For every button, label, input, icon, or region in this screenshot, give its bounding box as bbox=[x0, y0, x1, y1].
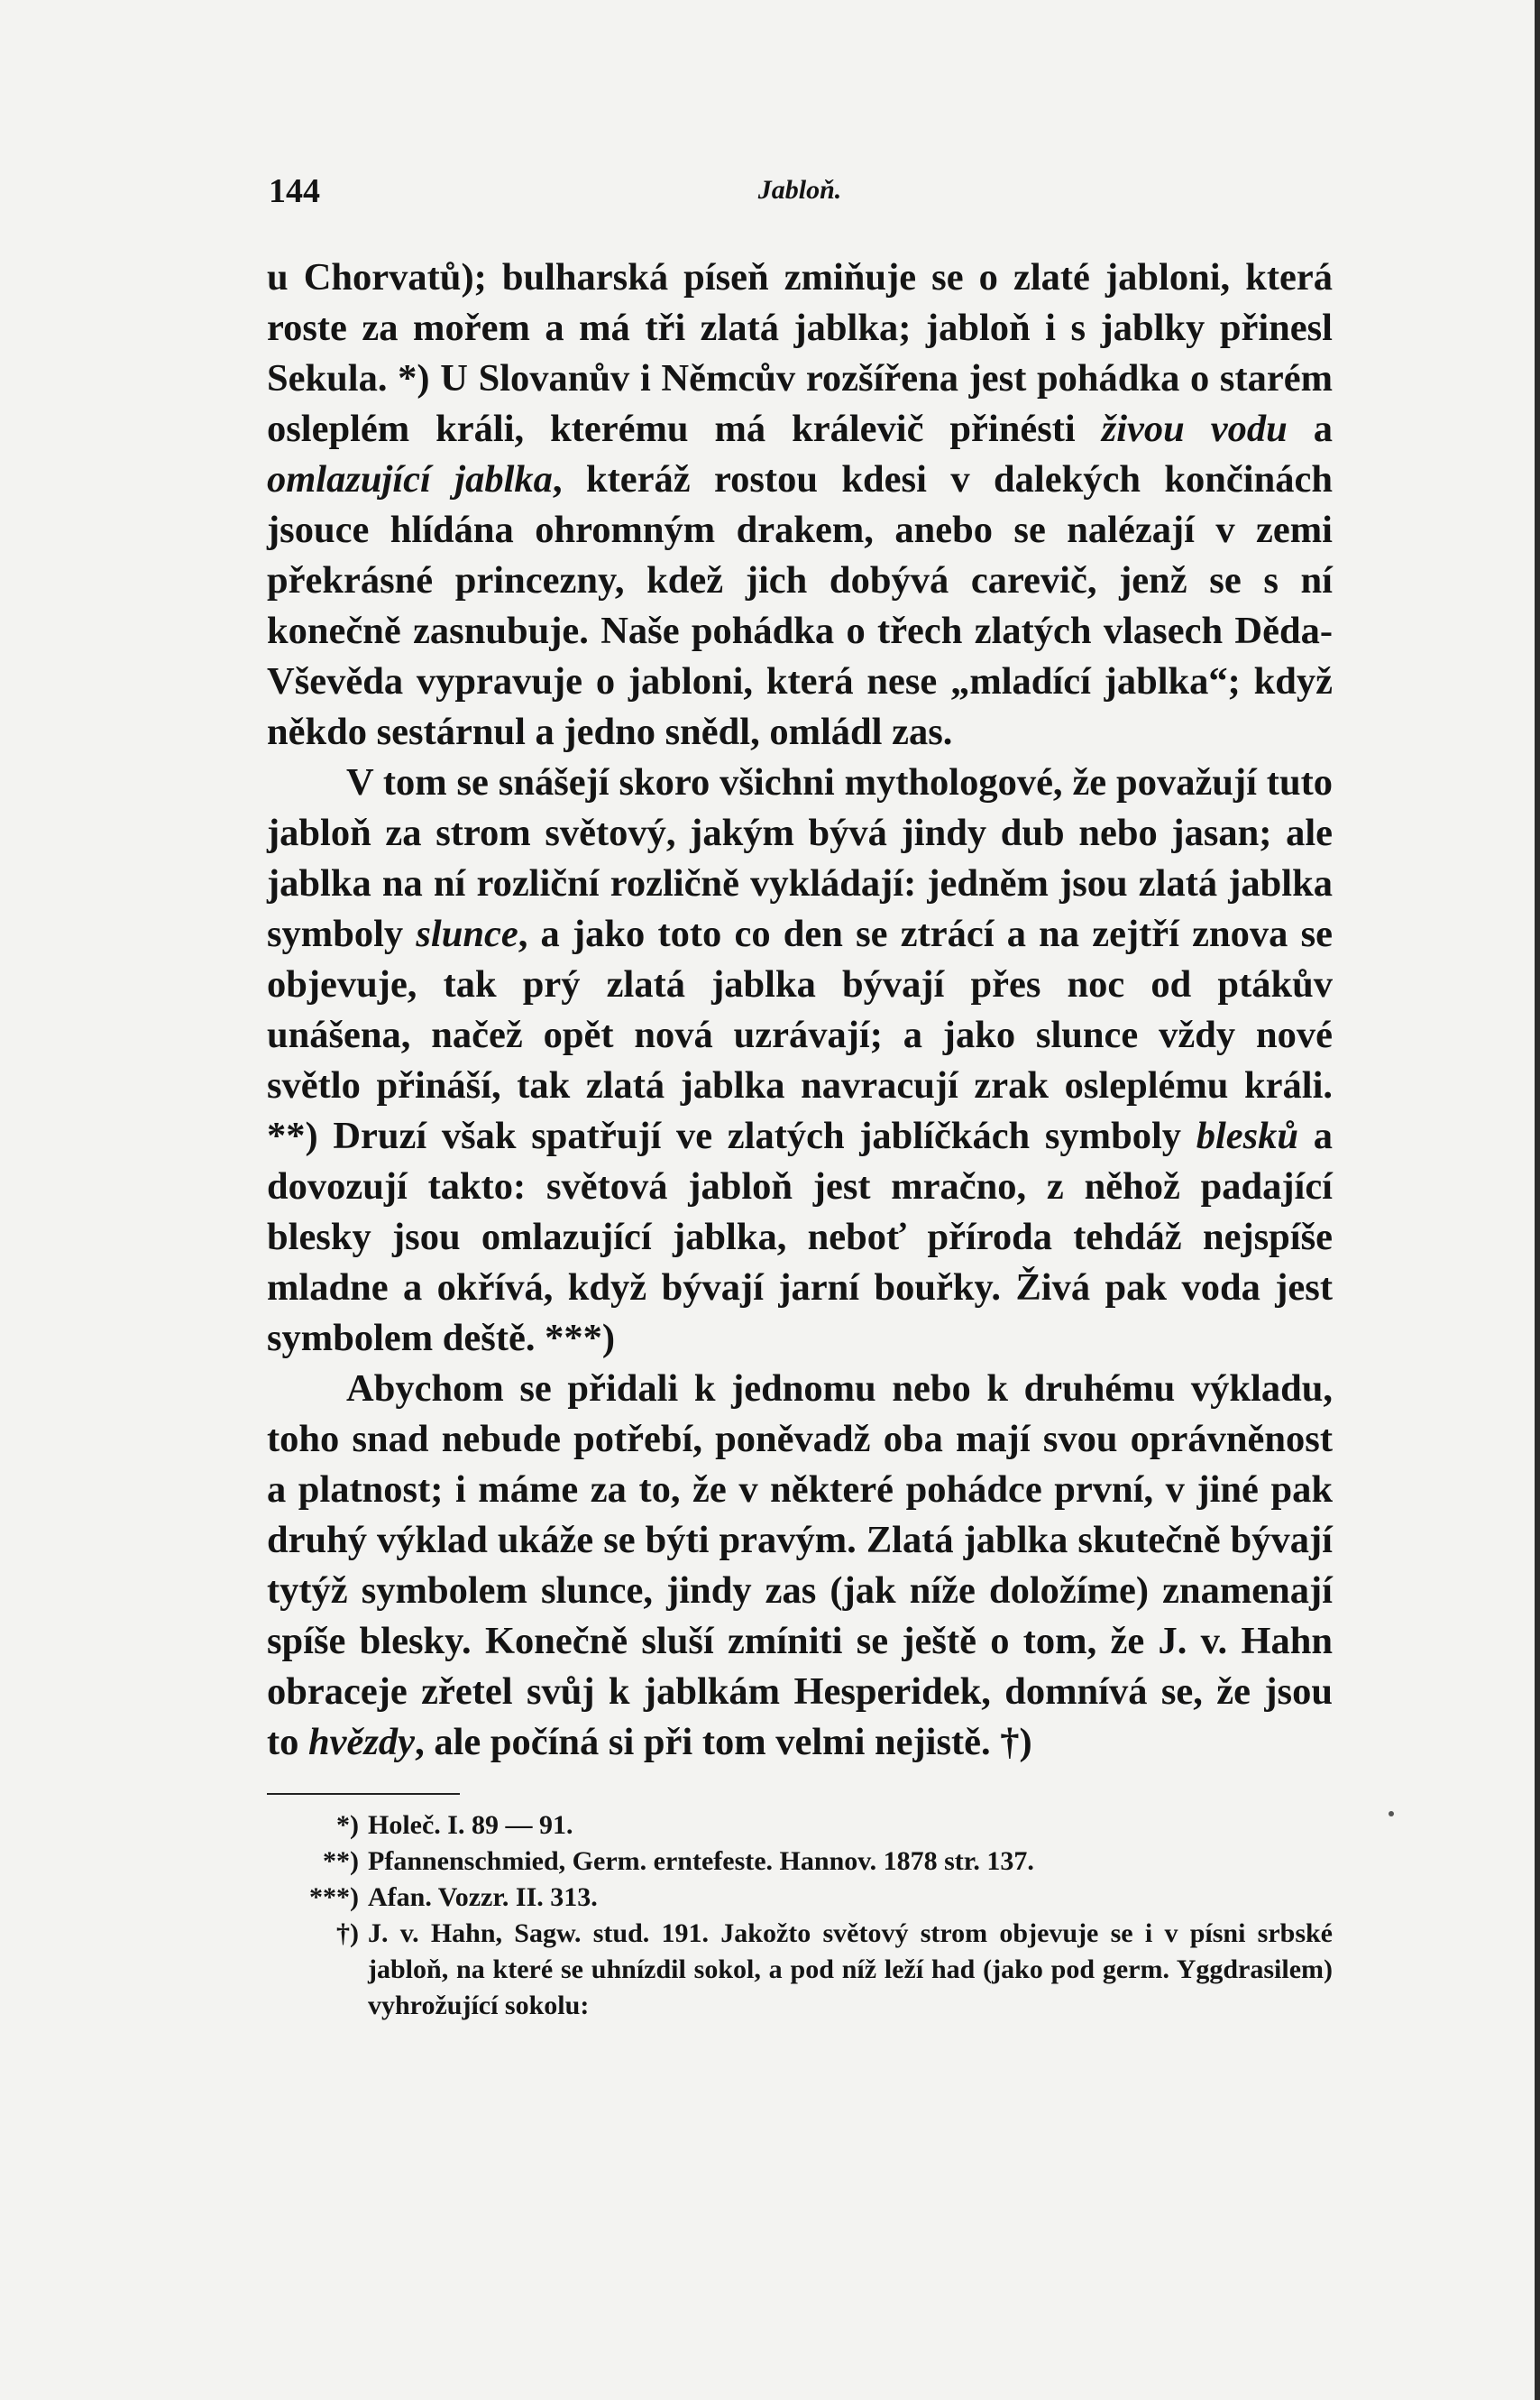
footnote-text: J. v. Hahn, Sagw. stud. 191. Jakožto světový strom objevuje se i v písni srbské jabloň, na které se uhnízdil sokol, a pod níž leží had (jako pod germ. Yggdrasilem) vyhrožující sokolu: bbox=[368, 1918, 1333, 2020]
footnote bbox=[267, 1880, 1333, 1916]
emphasis-segment: slunce bbox=[416, 913, 518, 955]
text-segment: , ale počíná si při tom velmi nejistě. †) bbox=[415, 1721, 1032, 1763]
running-title: Jabloň. bbox=[757, 175, 842, 205]
paragraph bbox=[267, 1364, 1333, 1768]
footnotes bbox=[267, 1807, 1333, 2024]
paragraph bbox=[267, 758, 1333, 1364]
footnote-mark: **) bbox=[323, 1846, 359, 1876]
text-segment: a bbox=[1287, 408, 1333, 450]
footnote-mark: †) bbox=[336, 1918, 359, 1948]
text-segment: Abychom se přidali k jednomu nebo k druhému výkladu, toho snad nebude potřebí, poněvadž oba mají svou oprávněnost a platnost; i máme za to, že v některé pohádce první, v jiné pak druhý výklad ukáže se býti pravým. Zlatá jablka skutečně bývají tytýž symbolem slunce, jindy zas (jak níže doložíme) znamenají spíše blesky. Konečně sluší zmíniti se ještě o tom, že J. v. Hahn obraceje zřetel svůj k jablkám Hesperidek, domnívá se, že jsou to bbox=[267, 1367, 1333, 1763]
footnote-text: Pfannenschmied, Germ. erntefeste. Hannov. 1878 str. 137. bbox=[368, 1846, 1034, 1876]
footnote bbox=[267, 1916, 1333, 2024]
paragraph bbox=[267, 253, 1333, 758]
body-text bbox=[267, 253, 1333, 1768]
text-segment: , a jako toto co den se ztrácí a na zejtří znova se objevuje, tak prý zlatá jablka bývají přes noc od ptákův unášena, načež opět nová uzrávají; a jako slunce vždy nové světlo přináší, tak zlatá jablka navracují zrak osleplému králi. **) Druzí však spatřují ve zlatých jablíčkách symboly bbox=[267, 913, 1334, 1157]
text-segment: , kteráž rostou kdesi v dalekých končinách jsouce hlídána ohromným drakem, anebo se nalézají v zemi překrásné princezny, kdež jich dobývá carevič, jenž se s ní konečně zasnubuje. Naše pohádka o třech zlatých vlasech Děda-Vševěda vypravuje o jabloni, která nese „mladící jablka“; když někdo sestárnul a jedno snědl, omládl zas. bbox=[267, 458, 1333, 753]
footnote-text: Afan. Vozzr. II. 313. bbox=[368, 1882, 598, 1912]
ink-speck bbox=[1389, 1811, 1394, 1816]
text-segment: V tom se snášejí skoro všichni mythologové, že považují tuto jabloň za strom světový, jakým bývá jindy dub nebo jasan; ale jablka na ní rozliční rozličně vykládají: jedněm jsou zlatá jablka symboly bbox=[267, 761, 1333, 955]
footnote bbox=[267, 1844, 1333, 1880]
emphasis-segment: živou vodu bbox=[1101, 408, 1288, 450]
page-number: 144 bbox=[269, 172, 320, 210]
footnote-mark: ***) bbox=[309, 1882, 359, 1912]
footnote-separator bbox=[267, 1793, 460, 1795]
text-segment: a dovozují takto: světová jabloň jest mračno, z něhož padající blesky jsou omlazující jablka, neboť příroda tehdáž nejspíše mladne a okřívá, když bývají jarní bouřky. Živá pak voda jest symbolem deště. ***) bbox=[267, 1115, 1333, 1359]
page-header bbox=[267, 171, 1333, 225]
emphasis-segment: hvězdy bbox=[308, 1721, 416, 1763]
text-segment: u Chorvatů); bulharská píseň zmiňuje se o zlaté jabloni, která roste za mořem a má tři zlatá jablka; jabloň i s jablky přinesl Sekula. *) U Slovanův i Němcův rozšířena jest pohádka o starém osleplém králi, kterému má králevič přinésti bbox=[267, 256, 1333, 450]
footnote bbox=[267, 1807, 1333, 1844]
book-page bbox=[267, 171, 1333, 2024]
footnote-mark: *) bbox=[336, 1810, 359, 1840]
footnote-text: Holeč. I. 89 — 91. bbox=[368, 1810, 573, 1840]
emphasis-segment: blesků bbox=[1196, 1115, 1299, 1157]
emphasis-segment: omlazující jablka bbox=[267, 458, 553, 501]
